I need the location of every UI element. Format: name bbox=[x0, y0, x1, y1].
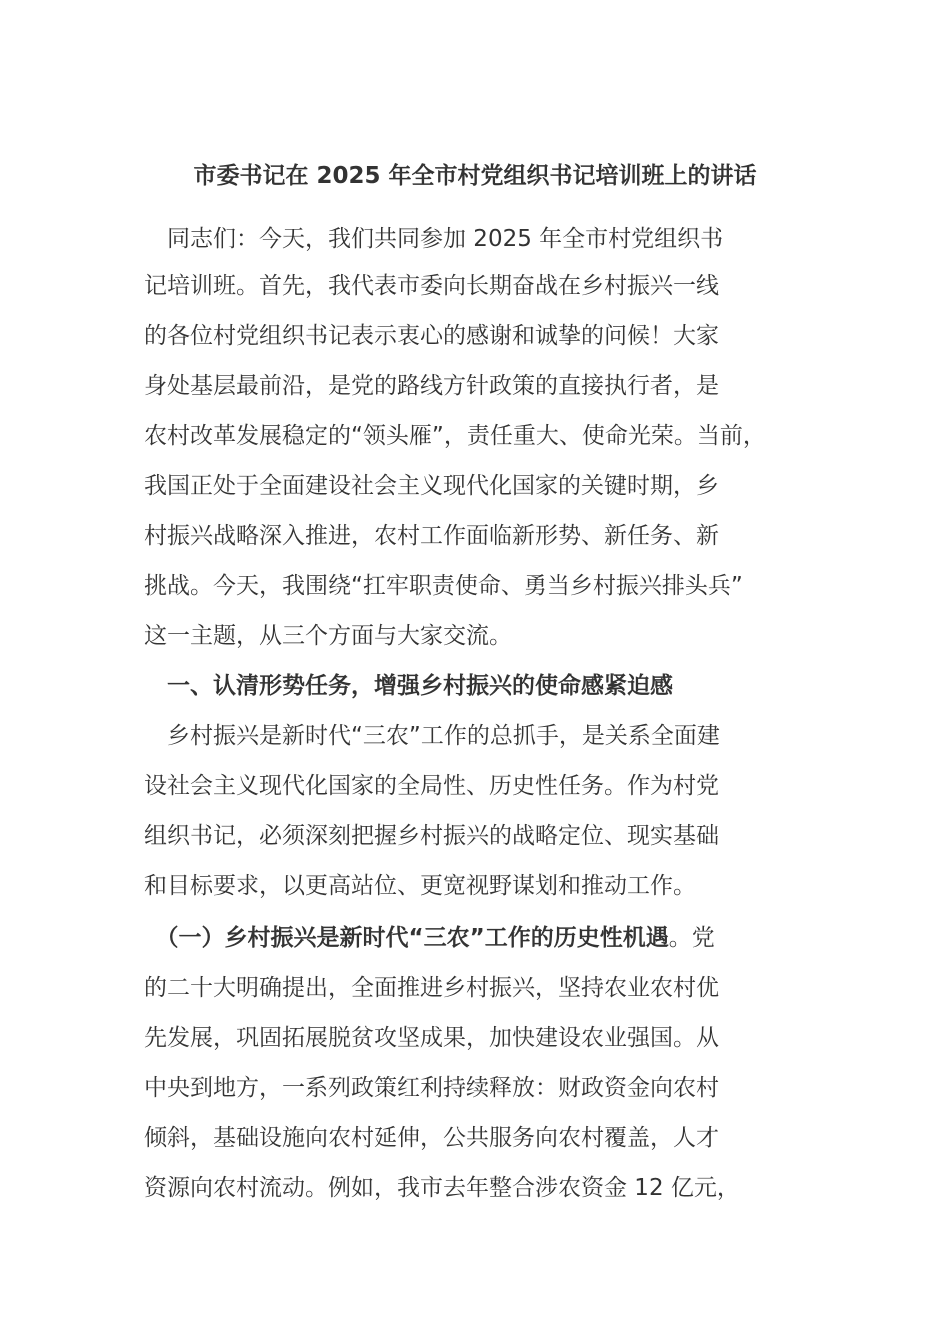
paragraph-line: 记培训班。首先，我代表市委向长期奋战在乡村振兴一线 bbox=[144, 273, 719, 299]
paragraph-line: 和目标要求，以更高站位、更宽视野谋划和推动工作。 bbox=[144, 873, 696, 899]
paragraph-line: 的二十大明确提出，全面推进乡村振兴，坚持农业农村优 bbox=[144, 975, 719, 1001]
subsection-heading-continuation: 。党 bbox=[668, 925, 715, 951]
section-heading: 一、认清形势任务，增强乡村振兴的使命感紧迫感 bbox=[144, 673, 673, 699]
paragraph-line: 身处基层最前沿，是党的路线方针政策的直接执行者，是 bbox=[144, 373, 719, 399]
paragraph-line: 的各位村党组织书记表示衷心的感谢和诚挚的问候！大家 bbox=[144, 323, 719, 349]
subsection-paragraph-line bbox=[144, 920, 715, 956]
paragraph-line: 倾斜，基础设施向农村延伸，公共服务向农村覆盖，人才 bbox=[144, 1125, 719, 1151]
paragraph-line: 农村改革发展稳定的“领头雁”，责任重大、使命光荣。当前， bbox=[144, 423, 766, 449]
paragraph-line: 乡村振兴是新时代“三农”工作的总抓手，是关系全面建 bbox=[144, 723, 720, 749]
paragraph-line: 中央到地方，一系列政策红利持续释放：财政资金向农村 bbox=[144, 1075, 719, 1101]
document-title: 市委书记在 2025 年全市村党组织书记培训班上的讲话 bbox=[193, 163, 757, 189]
paragraph-line: 组织书记，必须深刻把握乡村振兴的战略定位、现实基础 bbox=[144, 823, 719, 849]
paragraph-line: 先发展，巩固拓展脱贫攻坚成果，加快建设农业强国。从 bbox=[144, 1025, 719, 1051]
paragraph-line: 这一主题，从三个方面与大家交流。 bbox=[144, 623, 512, 649]
paragraph-line: 同志们：今天，我们共同参加 2025 年全市村党组织书 bbox=[144, 226, 724, 252]
paragraph-line: 设社会主义现代化国家的全局性、历史性任务。作为村党 bbox=[144, 773, 719, 799]
paragraph-line: 我国正处于全面建设社会主义现代化国家的关键时期，乡 bbox=[144, 473, 719, 499]
paragraph-line: 资源向农村流动。例如，我市去年整合涉农资金 12 亿元， bbox=[144, 1175, 740, 1201]
subsection-heading: （一）乡村振兴是新时代“三农”工作的历史性机遇 bbox=[144, 925, 669, 951]
paragraph-line: 村振兴战略深入推进，农村工作面临新形势、新任务、新 bbox=[144, 523, 719, 549]
paragraph-line: 挑战。今天，我围绕“扛牢职责使命、勇当乡村振兴排头兵” bbox=[144, 573, 743, 599]
